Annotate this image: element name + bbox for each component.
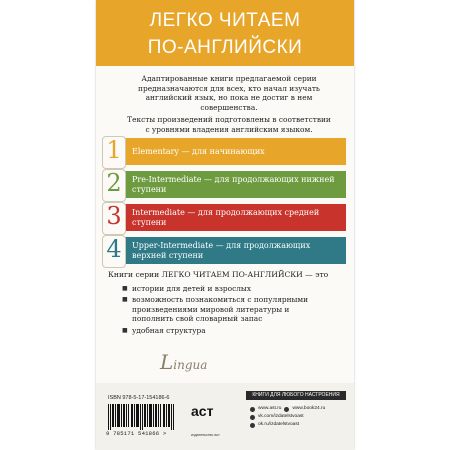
feature-list: [120, 284, 320, 337]
barcode-icon: [108, 404, 174, 430]
globe-icon: [250, 407, 255, 412]
ok-icon: [250, 423, 255, 428]
title-line-1: ЛЕГКО ЧИТАЕМ: [149, 10, 301, 31]
level-2: [102, 171, 346, 198]
level-4-text: Upper-Intermediate — для продолжающих верхней ступени: [132, 240, 311, 260]
barcode-number: 9 785171 541866 >: [106, 430, 167, 437]
level-3: [102, 204, 346, 231]
link-row: [250, 413, 350, 421]
link-text[interactable]: ok.ru/izdatelstvoast: [258, 422, 300, 427]
level-3-number: 3: [106, 202, 122, 230]
lingua-logo-initial: L: [160, 350, 174, 374]
series-heading: Книги серии ЛЕГКО ЧИТАЕМ ПО-АНГЛИЙСКИ — это: [108, 270, 329, 279]
link-text[interactable]: vk.com/izdatelstvoast: [258, 414, 304, 419]
level-2-number: 2: [106, 169, 122, 197]
publisher-links: [250, 405, 350, 429]
link-text[interactable]: www.ast.ru: [258, 406, 282, 411]
level-4-number: 4: [106, 235, 122, 263]
level-3-text: Intermediate — для продолжающих средней ступени: [132, 207, 320, 227]
footer-panel: [96, 383, 354, 450]
book-back-cover: [96, 0, 354, 450]
feature-item: ■ истории для детей и взрослых: [120, 284, 320, 293]
level-1-text: Elementary — для начинающих: [132, 146, 265, 156]
isbn-text: ISBN 978-5-17-154186-6: [108, 395, 170, 401]
lingua-logo-rest: ingua: [173, 358, 208, 372]
link-row: [250, 405, 350, 413]
feature-item: ■ удобная структура: [120, 326, 320, 335]
lingua-logo: [160, 350, 240, 374]
vk-icon: [250, 415, 255, 420]
link-text[interactable]: www.book24.ru: [292, 406, 326, 411]
title-line-2: ПО-АНГЛИЙСКИ: [147, 37, 303, 58]
publisher-block: [191, 403, 239, 437]
title-banner: [96, 0, 354, 66]
publisher-logo: аст: [191, 403, 214, 419]
publisher-subtitle: издательство аст: [191, 433, 220, 437]
intro-paragraph-2: Тексты произведений подготовлены в соответствии с уровнями владения английским языком.: [127, 115, 331, 134]
feature-item: ■ возможность познакомиться с популярными произведениями мировой литературы и пополнить свой словарный запас: [120, 295, 320, 323]
level-1: [102, 138, 346, 165]
level-2-text: Pre-Intermediate — для продолжающих нижней ступени: [132, 174, 335, 194]
level-4: [102, 237, 346, 264]
level-1-number: 1: [106, 136, 122, 164]
intro-paragraph-1: Адаптированные книги предлагаемой серии предназначаются для всех, кто начал изучать английский язык, но пока не достиг в нем совершенства.: [138, 74, 320, 112]
tagline-box: КНИГИ ДЛЯ ЛЮБОГО НАСТРОЕНИЯ ЗДЕСЬ: [246, 391, 346, 400]
link-row: [250, 421, 350, 429]
globe-icon: [284, 407, 289, 412]
